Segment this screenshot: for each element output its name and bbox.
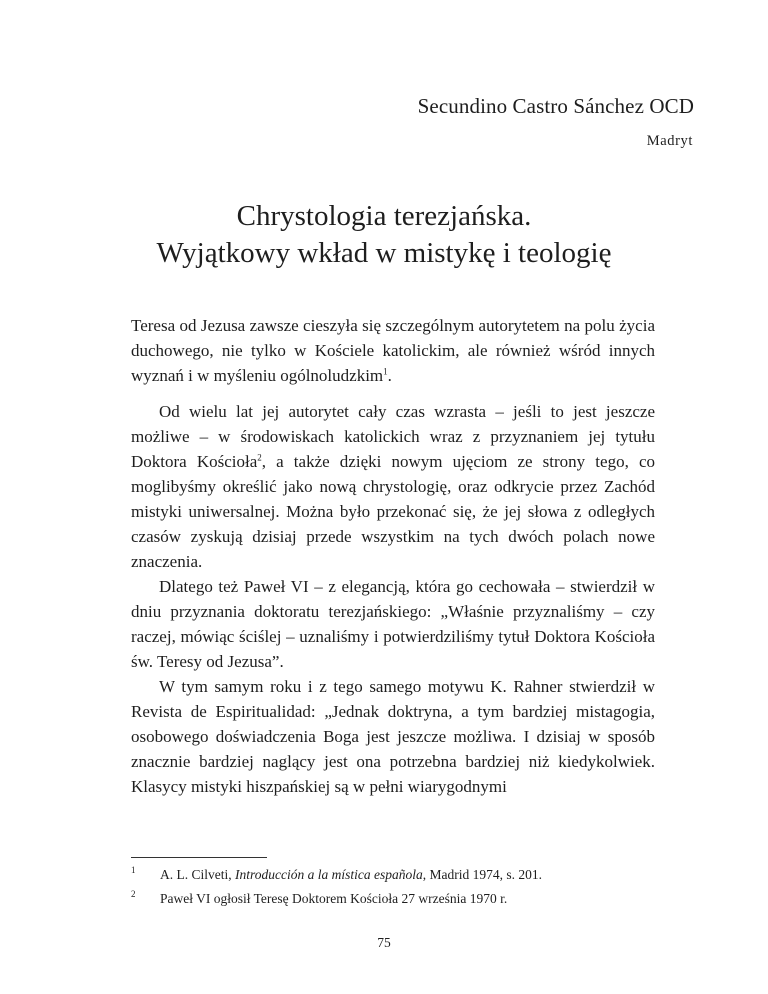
footnote-divider — [131, 857, 267, 858]
paragraph-2 — [131, 399, 655, 574]
footnote-1-rest: , Madrid 1974, s. 201. — [422, 867, 542, 882]
footnote-text-1 — [160, 863, 542, 887]
author-affiliation: Madryt — [646, 133, 693, 149]
paragraph-1 — [131, 313, 655, 388]
paragraph-4: W tym samym roku i z tego samego motywu K. Rahner stwierdził w Revista de Espiritualidad: „Jednak doktryna, a tym bardziej mistagogia, osobowego doświadczenia Boga jest jeszcze możliwa. I dzisiaj w sposób znacznie bardziej naglący jest ona potrzebna bardziej niż kiedykolwiek. Klasycy mistyki hiszpańskiej są w pełni wiarygodnymi — [131, 677, 655, 796]
page-number: 75 — [377, 935, 391, 950]
footnote-number-2: 2 — [131, 889, 136, 899]
author-name: Secundino Castro Sánchez OCD — [417, 94, 694, 118]
footnote-ref-1[interactable]: 1 — [383, 366, 388, 377]
paragraph-3: Dlatego też Paweł VI – z elegancją, która go cechowała – stwierdził w dniu przyznania doktoratu terezjańskiego: „Właśnie przyznaliśmy – czy raczej, mówiąc ściślej – uznaliśmy i potwierdziliśmy tytuł Doktora Kościoła św. Teresy od Jezusa”. — [131, 577, 655, 671]
paragraph-2-text-before: Od wielu lat jej autorytet cały czas wzrasta – jeśli to jest jeszcze możliwe – w środowiskach katolickich wraz z przyznaniem jej tytułu Doktora Kościoła — [131, 402, 655, 471]
paragraph-1-end: . — [387, 366, 392, 385]
paragraph-1-text: Teresa od Jezusa zawsze cieszyła się szczególnym autorytetem na polu życia duchowego, nie tylko w Kościele katolickim, ale również wśród innych wyznań i w myśleniu ogólnoludzkim — [131, 316, 655, 385]
footnote-1-book-title: Introducción a la mística española — [235, 867, 423, 882]
footnote-1-author: A. L. Cilveti, — [160, 867, 235, 882]
article-title-line-2: Wyjątkowy wkład w mistykę i teologię — [156, 237, 612, 269]
article-title — [0, 198, 768, 272]
footnote-ref-2[interactable]: 2 — [257, 452, 262, 463]
article-body — [131, 313, 655, 799]
footnote-2 — [131, 887, 655, 911]
footnotes — [131, 863, 655, 911]
footnote-1 — [131, 863, 655, 887]
footnote-text-2: Paweł VI ogłosił Teresę Doktorem Kościoła 27 września 1970 r. — [160, 891, 508, 906]
paragraph-2-text-after: , a także dzięki nowym ujęciom ze strony tego, co moglibyśmy określić jako nową chrystologię, oraz odkrycie przez Zachód mistyki uniwersalnej. Można było przekonać się, że jej słowa z odległych czasów zyskują dzisiaj przede wszystkim na tych dwóch polach nowe znaczenia. — [131, 452, 655, 571]
footnote-number-1: 1 — [131, 865, 136, 875]
article-title-line-1: Chrystologia terezjańska. — [236, 200, 532, 232]
